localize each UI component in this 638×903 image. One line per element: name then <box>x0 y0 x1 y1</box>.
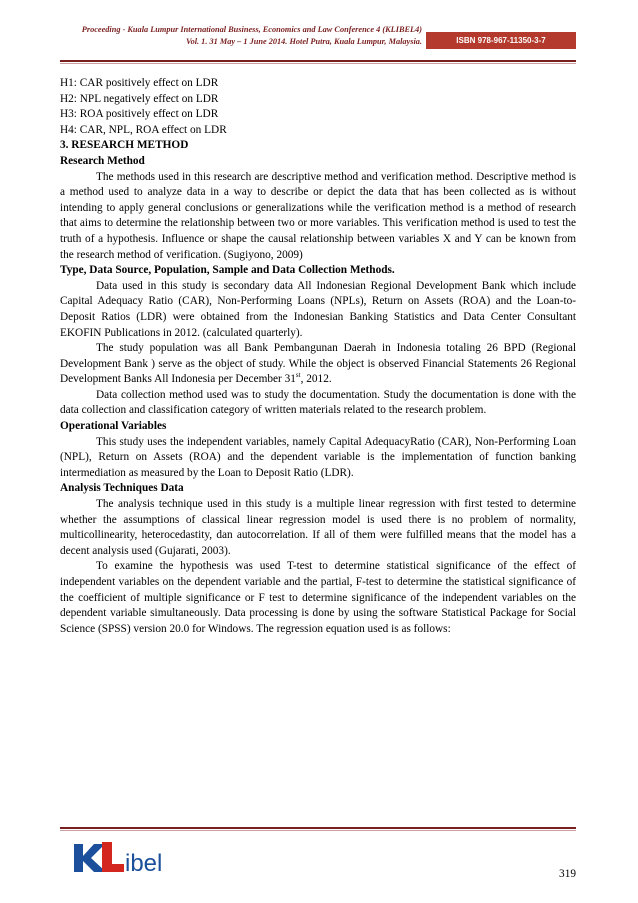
page-number: 319 <box>559 868 576 880</box>
footer-rule-secondary <box>60 830 576 831</box>
logo-k-shape <box>74 844 106 872</box>
section-title: 3. RESEARCH METHOD <box>60 139 189 152</box>
paragraph: Data used in this study is secondary data All Indonesian Regional Development Bank which include Capital Adequacy Ratio (CAR), Non-Performing Loans (NPLs), Return on Assets (ROA) and the Loan-to-Deposit Ratios (LDR) were obtained from the Indonesian Banking Statistics and Data Center Consultant EKOFIN Publications in 2012. (calculated quarterly). <box>60 279 576 339</box>
page-body <box>60 76 576 637</box>
superscript: st <box>295 371 301 380</box>
paragraph: The methods used in this research are descriptive method and verification method. Descriptive method is a method used to analyze data in a way to describe or depict the data that has been collected as is without intending to apply general conclusions or generalizations while the verification method is a method of research that aims to determine the relationship between two or more variables. This verification method is used to test the truth of a hypothesis. Influence or shape the causal relationship between variables X and Y can be known from the research method of verification. (Sugiyono, 2009) <box>60 170 576 261</box>
logo-wordmark: ibel <box>125 850 163 877</box>
subsection-heading-research-method: Research Method <box>60 154 145 167</box>
header-rule <box>60 60 576 62</box>
hypothesis-item: H1: CAR positively effect on LDR <box>60 77 219 89</box>
conference-name: Proceeding - Kuala Lumpur International Business, Economics and Law Conference 4 (KLIBEL4) <box>81 25 422 34</box>
hypothesis-item: H4: CAR, NPL, ROA effect on LDR <box>60 123 227 136</box>
paragraph: The analysis technique used in this study is a multiple linear regression with first tested to determine whether the assumptions of classical linear regression model is used there is no problem of normality, multicollinearity, heterocedastity, dan autocorrelation. If all of them were fulfilled means that the model has a decent analysis used (Gujarati, 2003). <box>60 498 576 557</box>
hypothesis-item: H2: NPL negatively effect on LDR <box>60 92 219 105</box>
header-rule-secondary <box>60 63 576 64</box>
isbn-badge: ISBN 978-967-11350-3-7 <box>426 32 576 49</box>
logo-l-shape <box>102 842 124 872</box>
paragraph-text: , 2012. <box>300 373 332 386</box>
footer-rule <box>60 827 576 829</box>
conference-details: Vol. 1. 31 May – 1 June 2014. Hotel Putra, Kuala Lumpur, Malaysia. <box>185 36 422 46</box>
page-header <box>60 24 576 56</box>
subsection-heading-analysis-techniques: Analysis Techniques Data <box>60 482 184 495</box>
paragraph-text: The study population was all Bank Pembangunan Daerah in Indonesia totaling 26 BPD (Regional Development Bank ) serve as the object of study. While the object is observed Financial Statements 26 Regional Development Banks All Indonesia per December 31 <box>60 342 576 386</box>
paragraph: This study uses the independent variables, namely Capital AdequacyRatio (CAR), Non-Performing Loan (NPL), Return on Assets (ROA) and the dependent variable is the implementation of function banking intermediation as measured by the Loan to Deposit Ratio (LDR). <box>60 435 576 479</box>
subsection-heading-operational-variables: Operational Variables <box>60 420 167 433</box>
klibel-logo <box>68 836 188 878</box>
hypotheses-list <box>60 76 576 138</box>
paragraph: Data collection method used was to study the documentation. Study the documentation is done with the data collection and classification category of written materials related to the research problem. <box>60 388 576 417</box>
subsection-heading-data-source: Type, Data Source, Population, Sample and Data Collection Methods. <box>60 264 395 277</box>
hypothesis-item: H3: ROA positively effect on LDR <box>60 108 219 121</box>
conference-citation <box>60 24 422 47</box>
paragraph-population <box>60 341 576 388</box>
paragraph: To examine the hypothesis was used T-test to determine statistical significance of the effect of independent variables on the dependent variable and the partial, F-test to determine the statistical significance of the coefficient of multiple significance or F test to determine significance of the independent variables on the dependent variable simultaneously. Data processing is done by using the software Statistical Package for Social Science (SPSS) version 20.0 for Windows. The regression equation used is as follows: <box>60 560 576 635</box>
